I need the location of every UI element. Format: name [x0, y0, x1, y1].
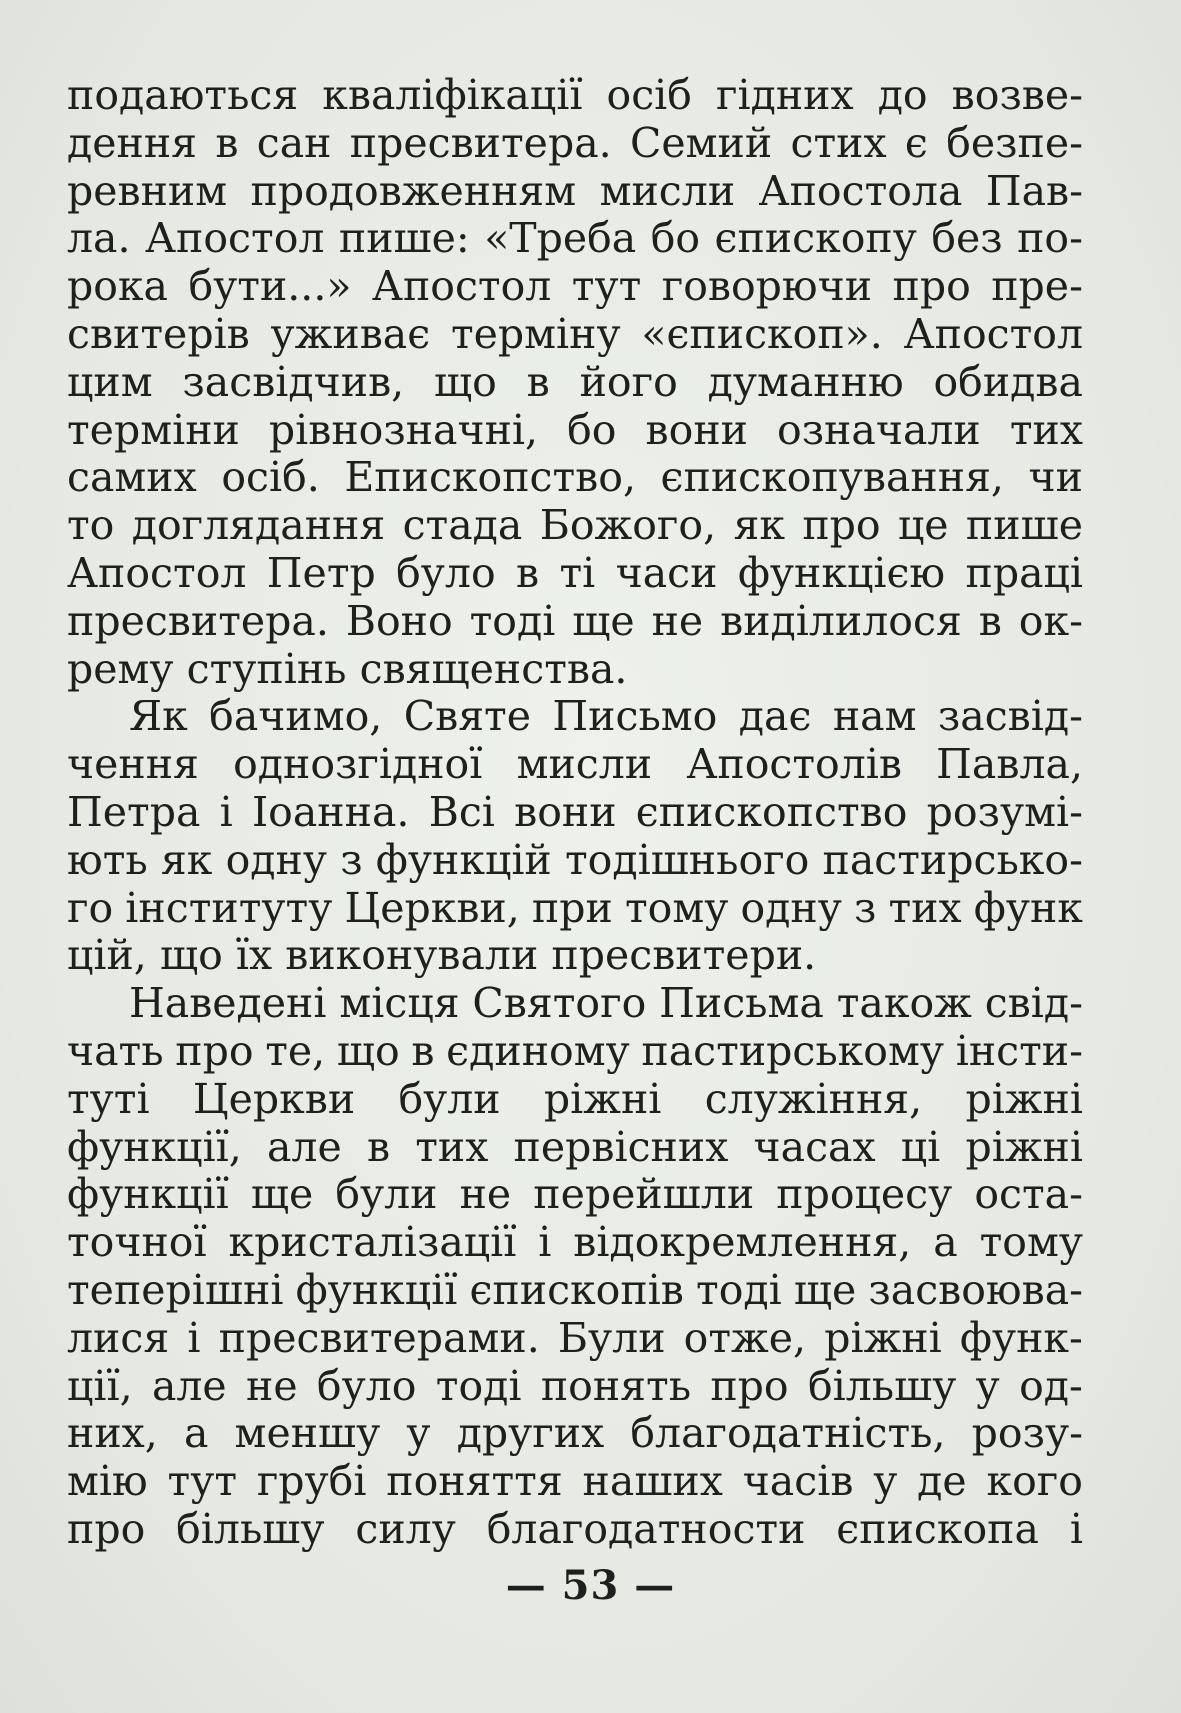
text-word: функції	[295, 1265, 458, 1314]
text-word: ок-	[1018, 596, 1083, 645]
text-word: пастирсько-	[822, 835, 1083, 884]
text-word: розумі-	[926, 787, 1083, 836]
text-word: Як	[129, 692, 188, 741]
text-word: кристалізації	[228, 1218, 517, 1267]
text-line	[67, 1028, 1083, 1076]
text-word: кого	[986, 1457, 1083, 1506]
text-word: що	[336, 1026, 400, 1075]
text-word: «Треба	[484, 214, 637, 263]
text-word: було	[396, 548, 496, 597]
text-word: терміну	[450, 309, 621, 358]
text-word: тоді	[469, 596, 556, 645]
text-line	[67, 789, 1083, 837]
text-word: без	[931, 214, 1003, 263]
page-number: — 53 —	[505, 1562, 676, 1609]
text-word: понять	[540, 1361, 692, 1410]
text-word: пресвитери.	[551, 931, 817, 980]
text-word: але	[266, 1122, 342, 1171]
text-word: Всі	[428, 787, 495, 836]
text-line	[67, 168, 1083, 216]
text-word: Іоанна.	[251, 787, 410, 836]
text-word: мію	[67, 1457, 148, 1506]
text-word: в	[366, 1122, 391, 1171]
text-word: те,	[265, 1026, 326, 1075]
text-word: тому	[979, 1218, 1083, 1267]
text-word: інституту	[125, 883, 333, 932]
text-line	[67, 407, 1083, 455]
text-word: одну	[225, 835, 327, 884]
text-word: більшу	[176, 1504, 325, 1553]
text-word: ріжні	[543, 1074, 662, 1123]
text-word: процесу	[776, 1170, 953, 1219]
text-word: інсти-	[955, 1026, 1083, 1075]
text-word: єпископа	[836, 1504, 1039, 1553]
text-line	[67, 980, 1083, 1028]
text-word: відокремлення,	[573, 1218, 912, 1267]
text-line	[67, 1410, 1083, 1458]
text-line	[67, 215, 1083, 263]
text-word: возве-	[951, 71, 1083, 119]
text-word: пише	[965, 501, 1083, 550]
text-word: місця	[339, 979, 460, 1028]
text-word: але	[151, 1361, 227, 1410]
text-word: ріжні	[965, 1074, 1083, 1123]
text-word: доглядання	[131, 501, 386, 550]
text-word: лися	[67, 1313, 170, 1362]
text-word: а	[183, 1409, 209, 1458]
text-word: «єпископ».	[641, 309, 883, 358]
text-word: чення	[67, 740, 199, 789]
text-line	[67, 1315, 1083, 1363]
text-word: по-	[1017, 214, 1083, 263]
text-word: Апостол	[903, 309, 1083, 358]
text-word: що	[159, 931, 223, 980]
text-word: пресвитера.	[67, 596, 329, 645]
text-word: єпископу	[714, 214, 917, 263]
text-word: безпе-	[946, 118, 1083, 167]
text-word: функцій	[375, 835, 552, 884]
text-word: осіб.	[221, 453, 320, 502]
text-word: чи	[1028, 453, 1083, 502]
text-word: рівнозначні,	[268, 405, 539, 454]
text-word: мисли	[599, 166, 736, 215]
text-word: говорючи	[661, 262, 873, 311]
text-word: тоді	[696, 1265, 782, 1314]
text-word: го	[67, 883, 114, 932]
text-line	[67, 598, 1083, 646]
text-word: ще	[250, 1170, 314, 1219]
text-word: більшу	[807, 1361, 957, 1410]
text-word: ступінь	[186, 644, 347, 693]
text-word: як	[160, 835, 213, 884]
text-word: при	[531, 883, 613, 932]
text-word: часів	[742, 1457, 854, 1506]
text-word: тих	[1009, 405, 1083, 454]
text-word: первісних	[513, 1122, 729, 1171]
text-word: засвоюва-	[868, 1265, 1083, 1314]
text-word: теперішні	[67, 1265, 284, 1314]
text-word: служіння,	[704, 1074, 923, 1123]
text-word: терміни	[67, 405, 240, 454]
text-word: вони	[514, 787, 617, 836]
text-word: Письма	[659, 979, 824, 1028]
text-word: засвід-	[937, 692, 1083, 741]
body-text	[67, 72, 1083, 1554]
text-word: дення	[67, 118, 198, 167]
text-word: осіб	[606, 71, 692, 119]
text-word: тодішнього	[564, 835, 810, 884]
text-word: пресвитера.	[349, 118, 612, 167]
text-word: ють	[67, 835, 148, 884]
text-word: стада	[402, 501, 523, 550]
text-word: було	[316, 1361, 417, 1410]
text-word: ще	[793, 1265, 857, 1314]
text-word: меншу	[234, 1409, 381, 1458]
text-word: точної	[67, 1218, 207, 1267]
text-line	[67, 1076, 1083, 1124]
text-word: Письмо	[552, 692, 718, 741]
text-word: Петра	[67, 787, 201, 836]
text-word: тут	[571, 262, 642, 311]
text-line	[67, 454, 1083, 502]
text-line	[67, 932, 1083, 980]
text-line	[67, 885, 1083, 933]
text-word: однозгідної	[233, 740, 483, 789]
text-word: і	[1069, 1504, 1083, 1553]
text-word: були	[335, 1170, 438, 1219]
text-word: не	[459, 1170, 512, 1219]
text-word: оста-	[974, 1170, 1083, 1219]
text-line	[67, 1267, 1083, 1315]
text-word: благодатність,	[630, 1409, 946, 1458]
text-word: ріжні	[965, 1122, 1083, 1171]
text-word: і	[187, 1313, 201, 1362]
text-word: Апостола	[758, 166, 963, 215]
text-word: гідних	[716, 71, 854, 119]
text-word: Воно	[345, 596, 453, 645]
text-word: а	[933, 1218, 958, 1267]
text-word: бо	[650, 214, 701, 263]
text-word: ті	[559, 548, 596, 597]
text-word: цій,	[67, 931, 147, 980]
text-word: цим	[67, 357, 153, 406]
text-word: і	[219, 787, 233, 836]
text-word: праці	[965, 548, 1083, 597]
text-word: функ-	[959, 1313, 1083, 1362]
text-word: пастирському	[641, 1026, 945, 1075]
text-word: ла.	[67, 214, 131, 263]
text-word: продовженням	[250, 166, 577, 215]
text-line	[67, 1458, 1083, 1506]
text-word: Апостол	[67, 548, 247, 597]
text-word: дає	[738, 692, 812, 741]
text-word: ці	[900, 1122, 941, 1171]
text-word: Петр	[266, 548, 376, 597]
text-line	[67, 311, 1083, 359]
text-word: других	[456, 1409, 605, 1458]
text-word: як	[733, 501, 785, 550]
text-line	[67, 1506, 1083, 1554]
text-word: в	[411, 1026, 435, 1075]
text-word: нам	[832, 692, 917, 741]
text-word: Епископство,	[344, 453, 636, 502]
text-word: тих	[415, 1122, 489, 1171]
text-word: тоді	[435, 1361, 522, 1410]
text-word: бо	[567, 405, 617, 454]
text-word: бачимо,	[209, 692, 383, 741]
text-word: рему	[67, 644, 174, 693]
text-word: виділилося	[720, 596, 962, 645]
text-word: функції,	[67, 1122, 242, 1171]
text-word: тут	[167, 1457, 238, 1506]
text-word: них,	[67, 1409, 158, 1458]
text-word: кваліфікації	[322, 71, 583, 119]
text-word: поняття	[386, 1457, 563, 1506]
text-word: єдиному	[446, 1026, 630, 1075]
text-line	[67, 646, 1083, 694]
text-word: тих	[888, 883, 962, 932]
text-word: сан	[256, 118, 332, 167]
text-line	[67, 1219, 1083, 1267]
text-word: Були	[557, 1313, 666, 1362]
text-word: є	[904, 118, 928, 167]
text-word: Апостол	[144, 214, 325, 263]
text-word: часи	[615, 548, 718, 597]
text-line	[67, 1363, 1083, 1411]
text-word: подаються	[67, 71, 299, 119]
text-word: думанню	[707, 357, 904, 406]
text-word: що	[434, 357, 497, 406]
text-word: в	[526, 357, 550, 406]
text-word: про	[802, 501, 881, 550]
text-line	[67, 72, 1083, 120]
text-word: уживає	[270, 309, 431, 358]
text-word: їх	[235, 931, 273, 980]
text-word: перейшли	[533, 1170, 755, 1219]
text-line	[67, 741, 1083, 789]
text-word: Павла,	[936, 740, 1083, 789]
text-word: не	[246, 1361, 298, 1410]
text-word: про	[892, 262, 971, 311]
text-word: ріжні	[824, 1313, 942, 1362]
text-word: отже,	[683, 1313, 807, 1362]
text-word: його	[579, 357, 678, 406]
text-word: Божого,	[539, 501, 717, 550]
text-word: Святе	[403, 692, 531, 741]
text-line	[67, 359, 1083, 407]
text-line	[67, 263, 1083, 311]
text-word: і	[538, 1218, 552, 1267]
text-word: до	[877, 71, 928, 119]
text-word: з	[340, 835, 363, 884]
text-line	[67, 693, 1083, 741]
text-word: тому	[624, 883, 729, 932]
text-word: про	[175, 1026, 254, 1075]
text-word: Церкви	[192, 1074, 356, 1123]
text-word: од-	[1019, 1361, 1083, 1410]
text-line	[67, 502, 1083, 550]
text-word: функції	[67, 1170, 229, 1219]
text-word: бути...»	[188, 262, 352, 311]
text-line	[67, 837, 1083, 885]
text-word: ції,	[67, 1361, 133, 1410]
text-word: засвідчив,	[182, 357, 405, 406]
text-word: у	[873, 1457, 898, 1506]
text-word: пре-	[991, 262, 1083, 311]
text-word: пише:	[338, 214, 470, 263]
text-word: Святого	[472, 979, 647, 1028]
text-word: обидва	[933, 357, 1083, 406]
text-word: свитерів	[67, 309, 250, 358]
text-word: Апостол	[371, 262, 552, 311]
text-word: Наведені	[129, 979, 327, 1028]
text-word: розу-	[971, 1409, 1083, 1458]
text-word: Апостолів	[686, 740, 902, 789]
text-word: Пав-	[985, 166, 1083, 215]
text-word: ревним	[67, 166, 228, 215]
text-word: в	[978, 596, 1002, 645]
text-word: Семий	[630, 118, 773, 167]
text-word: функцією	[737, 548, 946, 597]
text-word: були	[398, 1074, 501, 1123]
text-word: не	[651, 596, 704, 645]
text-word: пресвитерами.	[218, 1313, 540, 1362]
text-word: функ	[973, 883, 1083, 932]
text-word: мисли	[516, 740, 653, 789]
text-word: у	[406, 1409, 431, 1458]
text-word: священства.	[359, 644, 628, 693]
text-word: силу	[355, 1504, 456, 1553]
text-word: ще	[572, 596, 635, 645]
text-word: благодатности	[486, 1504, 806, 1553]
text-word: Церкви,	[344, 883, 520, 932]
text-word: часах	[753, 1122, 876, 1171]
text-line	[67, 550, 1083, 598]
text-word: одну	[740, 883, 842, 932]
text-line	[67, 1124, 1083, 1172]
text-word: грубі	[256, 1457, 367, 1506]
text-word: з	[853, 883, 877, 932]
text-line	[67, 1171, 1083, 1219]
text-word: також	[836, 979, 972, 1028]
text-word: вони	[645, 405, 748, 454]
text-word: виконували	[285, 931, 539, 980]
text-word: єпископство	[635, 787, 908, 836]
text-word: самих	[67, 453, 197, 502]
text-word: єпископування,	[660, 453, 1004, 502]
text-word: в	[215, 118, 239, 167]
text-word: означали	[777, 405, 981, 454]
text-word: про	[710, 1361, 789, 1410]
text-word: це	[897, 501, 949, 550]
text-word: то	[67, 501, 115, 550]
text-word: стих	[790, 118, 887, 167]
text-word: у	[975, 1361, 1000, 1410]
text-word: чать	[67, 1026, 164, 1075]
text-word: туті	[67, 1074, 150, 1123]
text-word: в	[516, 548, 540, 597]
text-word: єпископів	[469, 1265, 684, 1314]
text-word: рока	[67, 262, 168, 311]
text-word: свід-	[984, 979, 1083, 1028]
text-word: наших	[582, 1457, 723, 1506]
text-word: про	[67, 1504, 146, 1553]
text-line	[67, 120, 1083, 168]
text-word: де	[917, 1457, 967, 1506]
